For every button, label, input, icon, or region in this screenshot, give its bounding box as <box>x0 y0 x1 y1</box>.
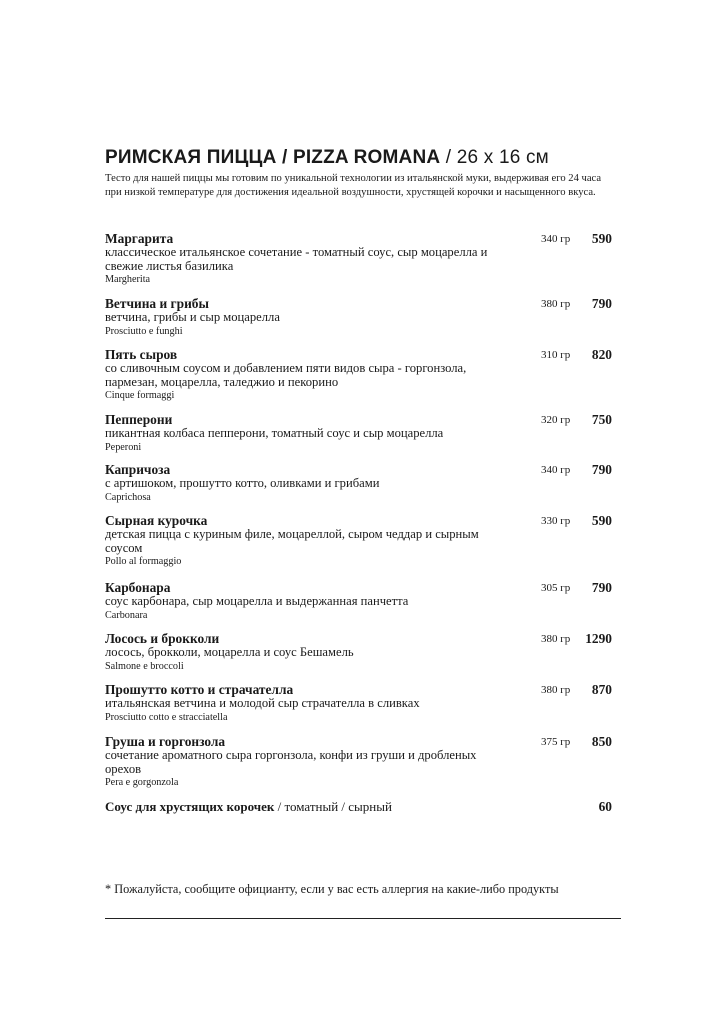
item-name: Карбонара <box>105 580 171 595</box>
item-name: Сырная курочка <box>105 513 208 528</box>
item-price: 590 <box>591 513 612 528</box>
sauce-name: Соус для хрустящих корочек <box>105 799 275 814</box>
item-description: сочетание ароматного сыра горгонзола, конфи из груши и дробленых орехов <box>105 748 477 776</box>
item-description: ветчина, грибы и сыр моцарелла <box>105 310 280 324</box>
item-latin-name: Salmone e broccoli <box>105 660 184 672</box>
item-name: Пять сыров <box>105 347 178 362</box>
section-intro: Тесто для нашей пиццы мы готовим по уникальной технологии из итальянской муки, выдерживая его 24 часа при низкой температуре для достижения идеальной воздушности, хрустящей корочки и насыщенного вкуса. <box>105 173 602 198</box>
menu-item <box>105 462 615 504</box>
item-description: со сливочным соусом и добавлением пяти видов сыра - горгонзола, пармезан, моцарелла, таледжио и пекорино <box>105 361 467 389</box>
sauce-item <box>105 799 615 815</box>
item-weight: 380 гр <box>541 298 571 310</box>
item-description: итальянская ветчина и молодой сыр страчателла в сливках <box>105 696 420 710</box>
menu-section-heading <box>105 147 665 169</box>
item-weight: 340 гр <box>541 464 571 476</box>
menu-item <box>105 513 615 568</box>
item-description: детская пицца с куриным филе, моцареллой, сыром чеддар и сырным соусом <box>105 527 479 555</box>
item-name: Капричоза <box>105 462 171 477</box>
item-name: Маргарита <box>105 231 174 246</box>
item-latin-name: Carbonara <box>105 609 148 621</box>
item-weight: 305 гр <box>541 582 571 594</box>
item-name: Прошутто котто и страчателла <box>105 682 294 697</box>
section-title: РИМСКАЯ ПИЦЦА / PIZZA ROMANA <box>105 147 441 168</box>
item-latin-name: Caprichosa <box>105 491 151 503</box>
item-price: 590 <box>591 231 612 246</box>
item-latin-name: Peperoni <box>105 441 142 453</box>
item-description: с артишоком, прошутто котто, оливками и грибами <box>105 476 380 490</box>
allergy-note: * Пожалуйста, сообщите официанту, если у вас есть аллергия на какие-либо продукты <box>105 882 559 896</box>
item-price: 790 <box>591 580 612 595</box>
pizza-size: / 26 х 16 см <box>440 147 549 168</box>
menu-item <box>105 580 615 622</box>
item-latin-name: Pollo al formaggio <box>105 556 182 567</box>
item-latin-name: Prosciutto e funghi <box>105 325 183 337</box>
item-price: 790 <box>591 296 612 311</box>
item-weight: 320 гр <box>541 414 571 426</box>
item-price: 750 <box>591 412 612 427</box>
item-latin-name: Cinque formaggi <box>105 390 175 401</box>
menu-item <box>105 412 615 454</box>
item-weight: 380 гр <box>541 684 571 696</box>
item-weight: 310 гр <box>541 349 571 361</box>
menu-item <box>105 631 615 673</box>
sauce-options: / томатный / сырный <box>274 799 392 814</box>
item-description: пикантная колбаса пепперони, томатный соус и сыр моцарелла <box>105 426 444 440</box>
menu-item <box>105 734 615 789</box>
menu-item <box>105 682 615 724</box>
item-name: Лосось и брокколи <box>105 631 220 646</box>
item-price: 790 <box>591 462 612 477</box>
item-latin-name: Prosciutto cotto e stracciatella <box>105 711 228 723</box>
item-weight: 330 гр <box>541 515 571 527</box>
menu-item <box>105 296 615 338</box>
menu-item <box>105 347 615 402</box>
item-latin-name: Margherita <box>105 274 151 285</box>
item-price: 1290 <box>585 631 612 646</box>
item-description: классическое итальянское сочетание - томатный соус, сыр моцарелла и свежие листья базилика <box>105 245 488 273</box>
item-weight: 375 гр <box>541 736 571 748</box>
item-description: лосось, брокколи, моцарелла и соус Бешамель <box>105 645 354 659</box>
item-weight: 340 гр <box>541 233 571 245</box>
sauce-price: 60 <box>598 799 612 814</box>
item-name: Пепперони <box>105 412 173 427</box>
menu-item <box>105 231 615 286</box>
item-price: 820 <box>591 347 612 362</box>
item-price: 870 <box>591 682 612 697</box>
item-weight: 380 гр <box>541 633 571 645</box>
item-name: Груша и горгонзола <box>105 734 226 749</box>
bottom-divider <box>105 918 621 919</box>
item-name: Ветчина и грибы <box>105 296 209 311</box>
item-latin-name: Pera e gorgonzola <box>105 777 179 788</box>
item-description: соус карбонара, сыр моцарелла и выдержанная панчетта <box>105 594 409 608</box>
item-price: 850 <box>591 734 612 749</box>
